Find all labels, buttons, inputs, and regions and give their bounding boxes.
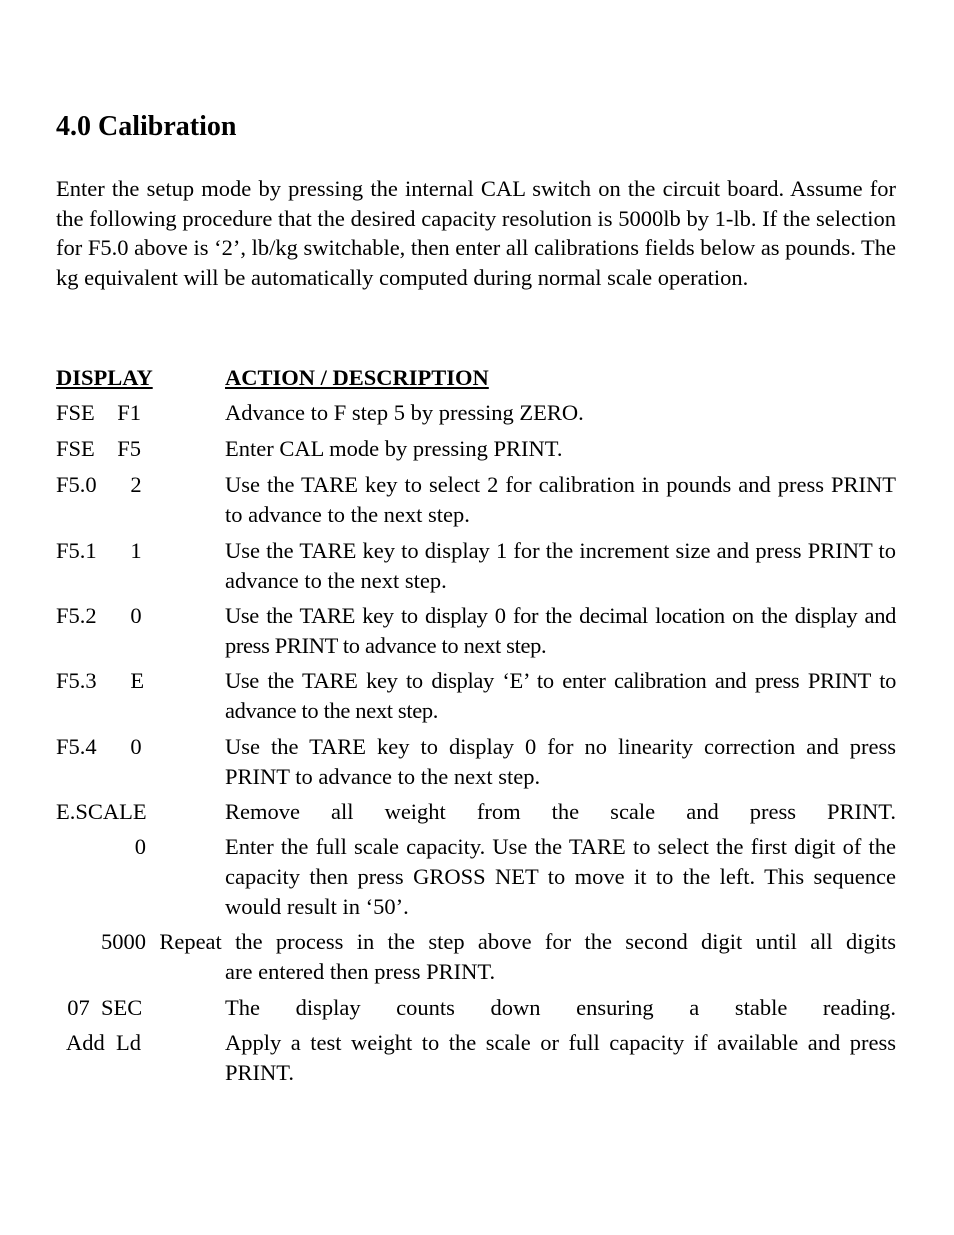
row-action: Remove all weight from the scale and press PRINT. xyxy=(225,799,896,824)
row-display: F5.4 0 xyxy=(56,734,142,759)
row-action: Use the TARE key to display 0 for no linearity correction and press PRINT to advance to the next step. xyxy=(225,734,896,789)
row-action: The display counts down ensuring a stable reading. xyxy=(225,995,896,1020)
row-display: 07 SEC xyxy=(56,995,143,1020)
row-action: Use the TARE key to select 2 for calibration in pounds and press PRINT to advance to the next step. xyxy=(225,472,896,527)
row-action: Use the TARE key to display 0 for the decimal location on the display and press PRINT to advance to next step. xyxy=(225,603,896,658)
row-action: Enter CAL mode by pressing PRINT. xyxy=(225,436,563,461)
row-display: F5.1 1 xyxy=(56,538,142,563)
header-action: ACTION / DESCRIPTION xyxy=(225,365,489,390)
row-display: FSE F5 xyxy=(56,436,142,461)
row-action: Use the TARE key to display ‘E’ to enter calibration and press PRINT to advance to the next step. xyxy=(225,668,896,723)
row-action: Repeat the process in the step above for the second digit until all digits xyxy=(159,929,897,954)
row-display: Add Ld xyxy=(56,1030,142,1055)
row-display: 0 xyxy=(56,834,146,859)
header-display: DISPLAY xyxy=(56,365,153,390)
row-display: F5.3 E xyxy=(56,668,145,693)
row-action: Advance to F step 5 by pressing ZERO. xyxy=(225,400,584,425)
row-action: Apply a test weight to the scale or full capacity if available and press PRINT. xyxy=(225,1030,896,1085)
section-heading: 4.0 Calibration xyxy=(56,111,237,142)
row-display: F5.2 0 xyxy=(56,603,142,628)
row-action: Use the TARE key to display 1 for the increment size and press PRINT to advance to the next step. xyxy=(225,538,896,593)
row-display: 5000 xyxy=(101,929,146,954)
intro-paragraph: Enter the setup mode by pressing the internal CAL switch on the circuit board. Assume for the following procedure that the desired capacity resolution is 5000lb by 1-lb. If the selection for F5.0 above is ‘2’, lb/kg switchable, then enter all calibrations fields below as pounds. The kg equivalent will be automatically computed during normal scale operation. xyxy=(56,176,897,290)
row-action-first-line xyxy=(101,927,896,957)
row-display: E.SCALE xyxy=(56,799,147,824)
row-display: F5.0 2 xyxy=(56,472,142,497)
table-row xyxy=(101,927,896,987)
row-action: Enter the full scale capacity. Use the TARE to select the first digit of the capacity then press GROSS NET to move it to the left. This sequence would result in ‘50’. xyxy=(225,834,896,919)
row-action-continuation: are entered then press PRINT. xyxy=(225,959,496,984)
row-display: FSE F1 xyxy=(56,400,142,425)
